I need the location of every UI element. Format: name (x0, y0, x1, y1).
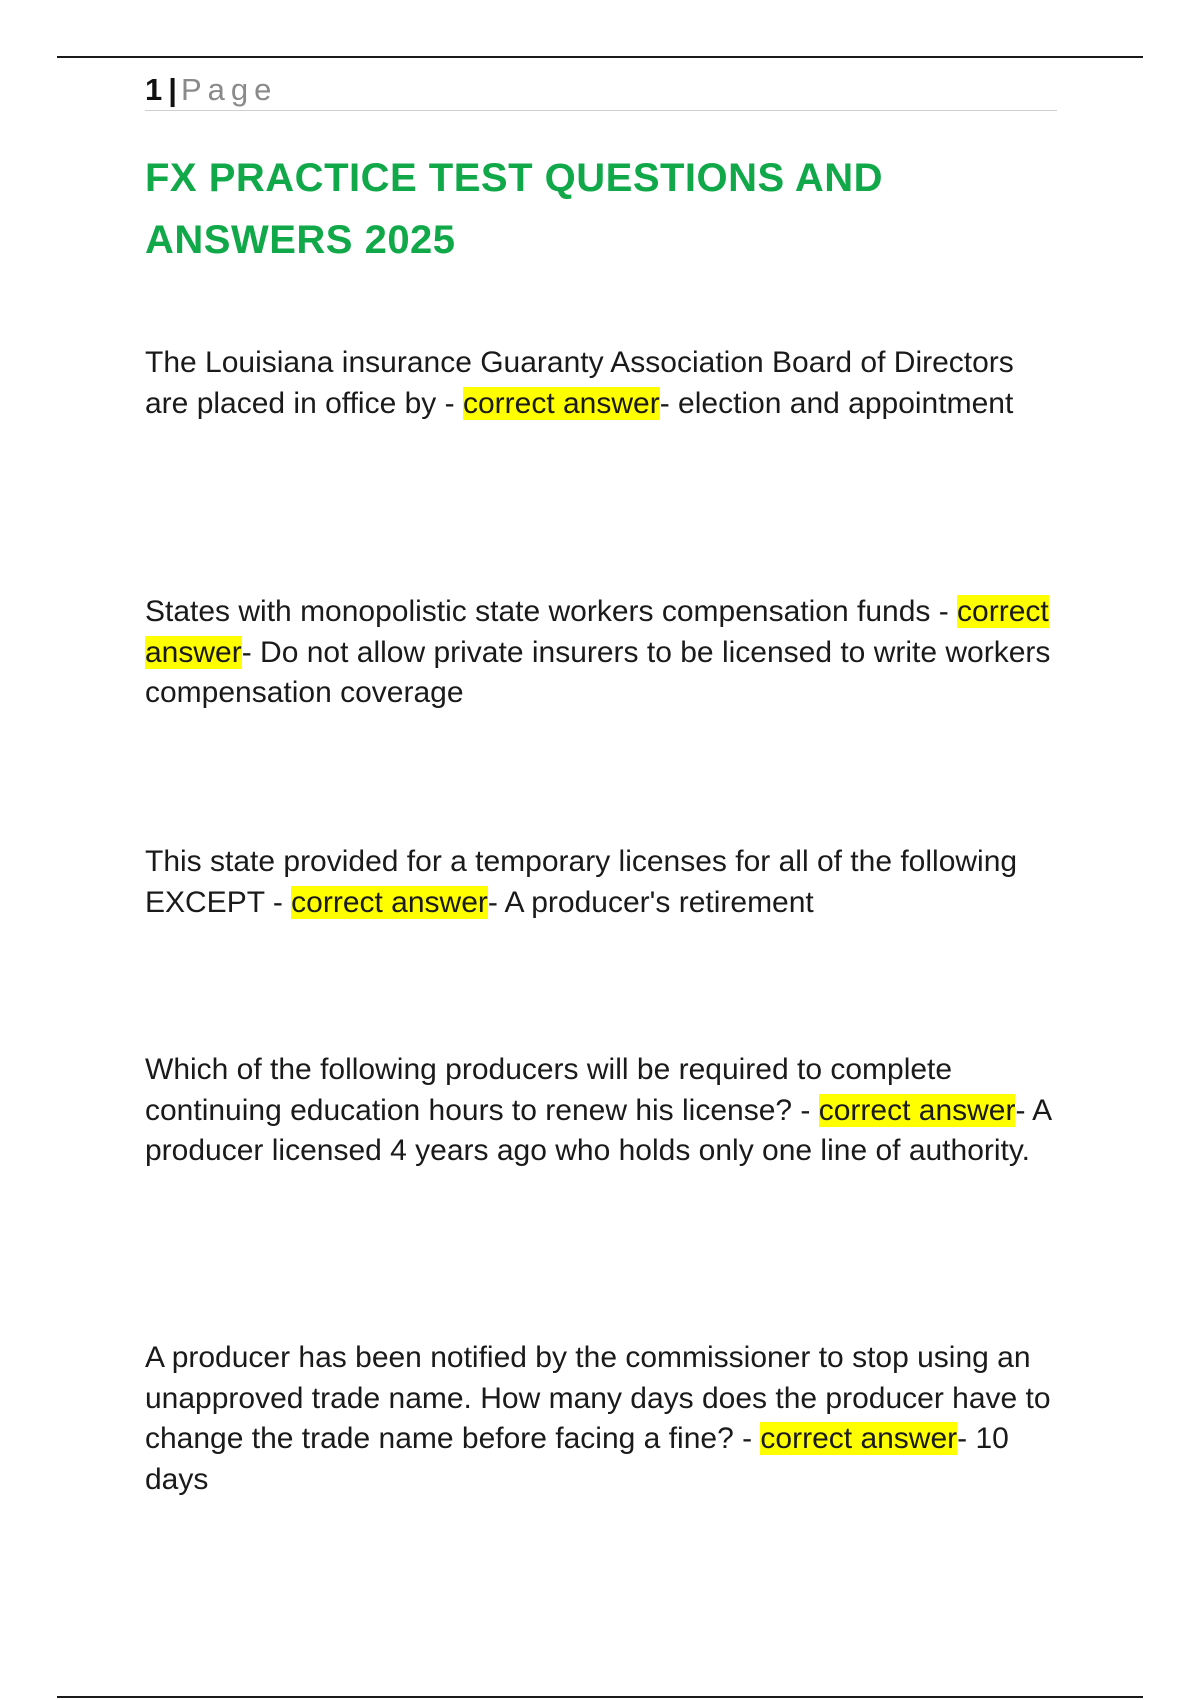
question-text: A producer has been notified by the commissioner to stop using an unapproved trade name. How many days does the producer have to change the trade name before facing a fine? - (145, 1341, 1051, 1455)
title-line-2: ANSWERS 2025 (145, 218, 456, 262)
page-number: 1 (145, 72, 163, 107)
qa-item (145, 1338, 1065, 1500)
correct-answer-marker: correct answer (145, 595, 1049, 669)
qa-item (145, 842, 1065, 923)
qa-item (145, 343, 1065, 424)
correct-answer-marker: correct answer (818, 1093, 1016, 1127)
answer-text: - Do not allow private insurers to be licensed to write workers compensation coverage (145, 635, 1051, 709)
question-text: States with monopolistic state workers compensation funds - (145, 595, 958, 628)
qa-item (145, 592, 1065, 714)
bottom-rule (57, 1696, 1143, 1698)
correct-answer-marker: correct answer (291, 885, 488, 919)
page-separator: | (168, 72, 177, 107)
answer-text: - 10 days (145, 1422, 1009, 1496)
title-line-1: FX PRACTICE TEST QUESTIONS AND (145, 156, 884, 200)
document-title (145, 147, 1065, 271)
correct-answer-marker: correct answer (462, 386, 660, 420)
question-text: The Louisiana insurance Guaranty Association Board of Directors are placed in office by - (145, 346, 1014, 420)
qa-item (145, 1050, 1065, 1172)
top-rule (57, 56, 1143, 58)
answer-text: - A producer licensed 4 years ago who holds only one line of authority. (145, 1093, 1051, 1167)
answer-text: - A producer's retirement (487, 885, 814, 919)
page-header (145, 70, 1057, 111)
page-label: Page (180, 72, 278, 107)
correct-answer-marker: correct answer (760, 1422, 958, 1455)
answer-text: - election and appointment (659, 386, 1014, 420)
question-text: This state provided for a temporary licenses for all of the following EXCEPT - (145, 845, 1018, 919)
question-text: Which of the following producers will be required to complete continuing education hours to renew his license? - (145, 1053, 953, 1127)
